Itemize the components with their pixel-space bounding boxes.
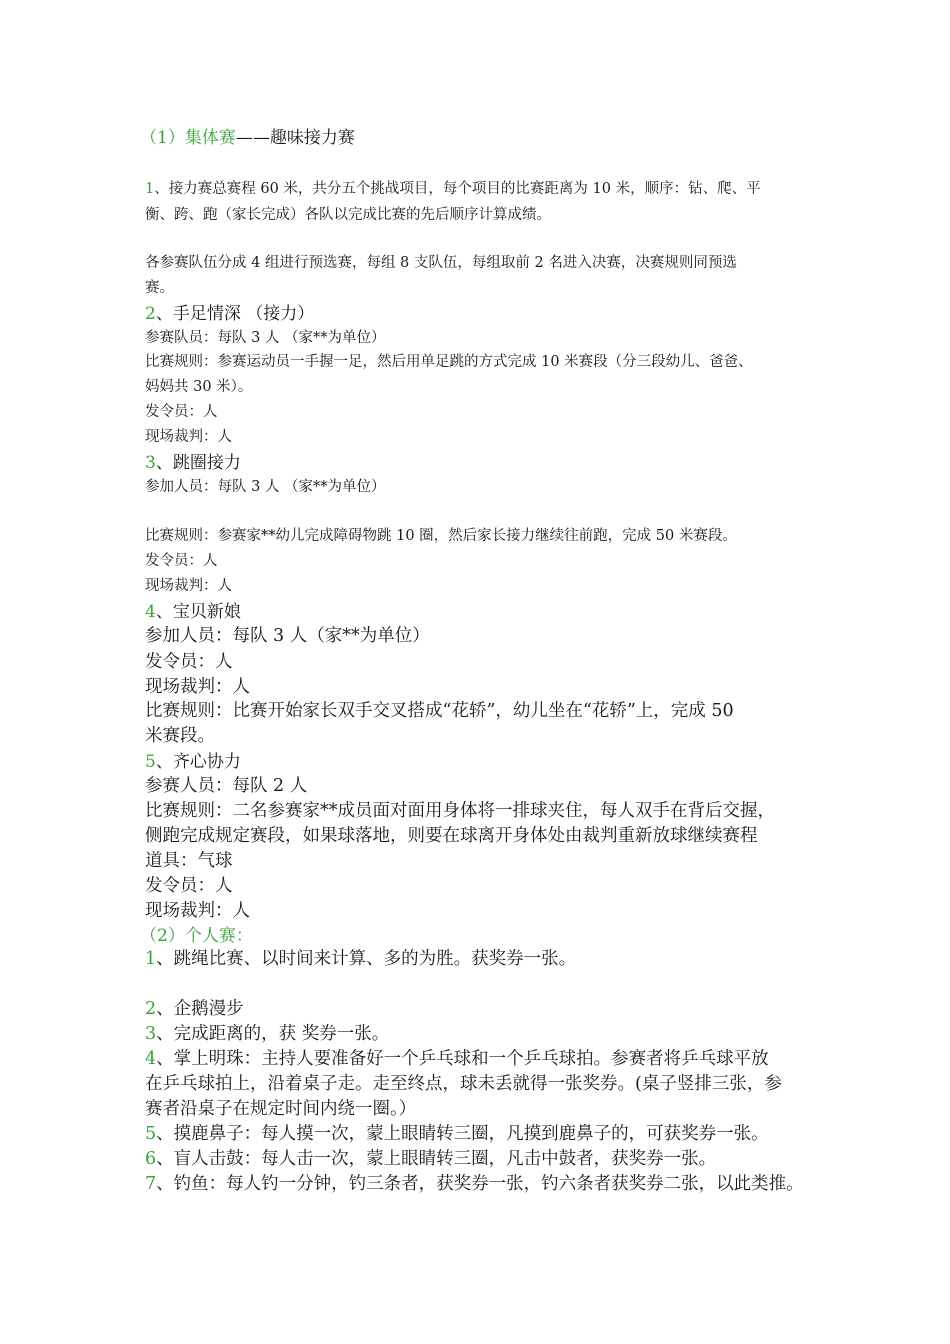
- item2-title: [145, 299, 314, 324]
- item4-rule-line-2: 米赛段。: [145, 726, 215, 746]
- item5-starter: 发令员：人: [145, 876, 233, 896]
- individual-item-number: 7: [145, 1174, 157, 1194]
- individual-item-5: [145, 1120, 769, 1145]
- grouping-line-1: 各参赛队伍分成 4 组进行预选赛，每组 8 支队伍，每组取前 2 名进入决赛，决赛规则同预选: [145, 255, 737, 271]
- individual-item-text: 赛者沿桌子在规定时间内绕一圈。）: [145, 1099, 417, 1119]
- item5-rule-line-2: 侧跑完成规定赛段，如果球落地，则要在球离开身体处由裁判重新放球继续赛程: [145, 826, 758, 846]
- item5-title: [145, 747, 241, 772]
- item4-title: [145, 597, 241, 622]
- individual-item-4: [145, 1045, 769, 1070]
- item2-members: 参赛队员：每队 3 人 （家**为单位）: [145, 330, 386, 346]
- item4-starter: 发令员：人: [145, 652, 233, 672]
- individual-item-number: 4: [145, 1049, 157, 1069]
- item5-number: 5: [145, 752, 156, 772]
- individual-item-number: 1: [145, 949, 157, 969]
- intro-line-1: [145, 177, 761, 198]
- individual-item-text: 、完成距离的，获 奖券一张。: [156, 1024, 390, 1044]
- individual-item-text: 、钓鱼：每人钓一分钟，钓三条者，获奖券一张，钓六条者获奖券二张，以此类推。: [156, 1174, 804, 1194]
- section1-title-rest: ——趣味接力赛: [235, 128, 355, 148]
- individual-item-number: 3: [145, 1024, 157, 1044]
- section1-title: [140, 123, 355, 148]
- item4-referee: 现场裁判：人: [145, 677, 250, 697]
- item2-number: 2: [145, 304, 156, 324]
- individual-item-4-cont-2: [145, 1095, 416, 1120]
- item5-referee: 现场裁判：人: [145, 901, 250, 921]
- item4-number: 4: [145, 602, 156, 622]
- item4-rule-line-1: 比赛规则：比赛开始家长双手交叉搭成“花轿”，幼儿坐在“花轿”上，完成 50: [145, 701, 734, 721]
- item4-members: 参加人员：每队 3 人（家**为单位）: [145, 626, 430, 646]
- item3-rule: 比赛规则：参赛家**幼儿完成障碍物跳 10 圈，然后家长接力继续往前跑，完成 50 米赛段。: [145, 528, 737, 544]
- individual-item-number: 6: [145, 1149, 157, 1169]
- intro-line-2: 衡、跨、跑（家长完成）各队以完成比赛的先后顺序计算成绩。: [145, 207, 551, 223]
- item2-title-text: 、手足情深 （接力）: [155, 304, 315, 324]
- individual-item-number: 5: [145, 1124, 157, 1144]
- item2-rule-line-1: 比赛规则：参赛运动员一手握一足，然后用单足跳的方式完成 10 米赛段（分三段幼儿、爸爸、: [145, 354, 753, 370]
- item3-referee: 现场裁判：人: [145, 578, 232, 594]
- section2-title: （2）个人赛：: [140, 926, 253, 946]
- item3-starter: 发令员：人: [145, 553, 218, 569]
- individual-item-text: 、掌上明珠：主持人要准备好一个乒乓球和一个乒乓球拍。参赛者将乒乓球平放: [156, 1049, 769, 1069]
- intro-number: 1: [145, 181, 155, 197]
- individual-item-number: 2: [145, 999, 157, 1019]
- individual-item-text: 、企鹅漫步: [156, 999, 244, 1019]
- grouping-line-2: 赛。: [145, 280, 174, 296]
- item4-title-text: 、宝贝新娘: [155, 602, 241, 622]
- individual-item-4-cont-1: [145, 1070, 782, 1095]
- item5-rule-line-1: 比赛规则：二名参赛家**成员面对面用身体将一排球夹住，每人双手在背后交握，: [145, 801, 775, 821]
- individual-item-text: 、摸鹿鼻子：每人摸一次，蒙上眼睛转三圈，凡摸到鹿鼻子的，可获奖券一张。: [156, 1124, 769, 1144]
- individual-item-6: [145, 1145, 716, 1170]
- individual-item-2: [145, 995, 244, 1020]
- individual-item-3: [145, 1020, 389, 1045]
- item2-referee: 现场裁判：人: [145, 429, 232, 445]
- item3-title: [145, 448, 241, 473]
- individual-item-1: [145, 945, 576, 970]
- item3-number: 3: [145, 453, 156, 473]
- item2-rule-line-2: 妈妈共 30 米）。: [145, 379, 253, 395]
- intro-text: 、接力赛总赛程 60 米，共分五个挑战项目，每个项目的比赛距离为 10 米，顺序：钻、爬、平: [154, 181, 761, 197]
- item3-members: 参加人员：每队 3 人 （家**为单位）: [145, 479, 386, 495]
- individual-item-text: 在乒乓球拍上，沿着桌子走。走至终点，球未丢就得一张奖券。(桌子竖排三张，参: [145, 1074, 782, 1094]
- item5-props: 道具：气球: [145, 851, 233, 871]
- item2-starter: 发令员：人: [145, 404, 218, 420]
- individual-item-text: 、盲人击鼓：每人击一次，蒙上眼睛转三圈，凡击中鼓者，获奖券一张。: [156, 1149, 717, 1169]
- item5-title-text: 、齐心协力: [155, 752, 241, 772]
- individual-item-text: 、跳绳比赛、以时间来计算、多的为胜。获奖券一张。: [156, 949, 577, 969]
- item3-title-text: 、跳圈接力: [155, 453, 241, 473]
- section1-title-label: （1）集体赛: [140, 128, 236, 148]
- item5-members: 参赛人员：每队 2 人: [145, 776, 308, 796]
- individual-item-7: [145, 1170, 804, 1195]
